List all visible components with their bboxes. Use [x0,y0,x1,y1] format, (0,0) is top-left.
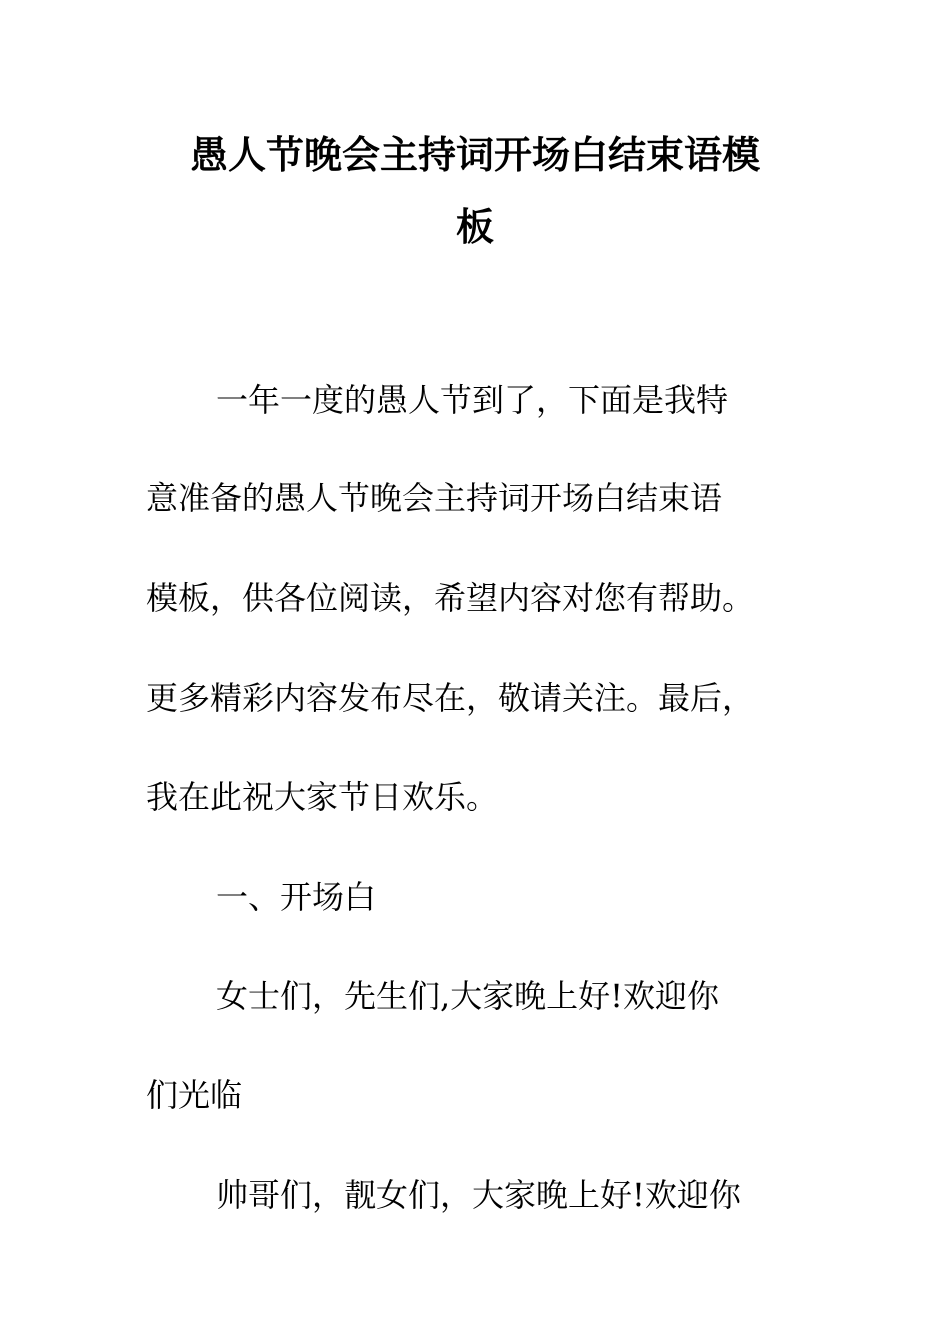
paragraph-line: 更多精彩内容发布尽在，敬请关注。最后， [146,679,755,717]
section-heading: 一、开场白 [216,878,377,916]
paragraph-line: 意准备的愚人节晚会主持词开场白结束语 [146,479,723,517]
paragraph-line: 我在此祝大家节日欢乐。 [146,778,499,816]
paragraph-line: 模板，供各位阅读，希望内容对您有帮助。 [146,579,755,617]
paragraph-line: 帅哥们，靓女们，大家晚上好!欢迎你 [216,1176,741,1214]
paragraph-line: 们光临 [146,1076,243,1114]
paragraph-line: 一年一度的愚人节到了，下面是我特 [216,381,729,419]
document-title-line-1: 愚人节晚会主持词开场白结束语模 [189,132,760,177]
document-title-line-2: 板 [455,204,494,249]
paragraph-line: 女士们，先生们,大家晚上好!欢迎你 [216,977,720,1015]
